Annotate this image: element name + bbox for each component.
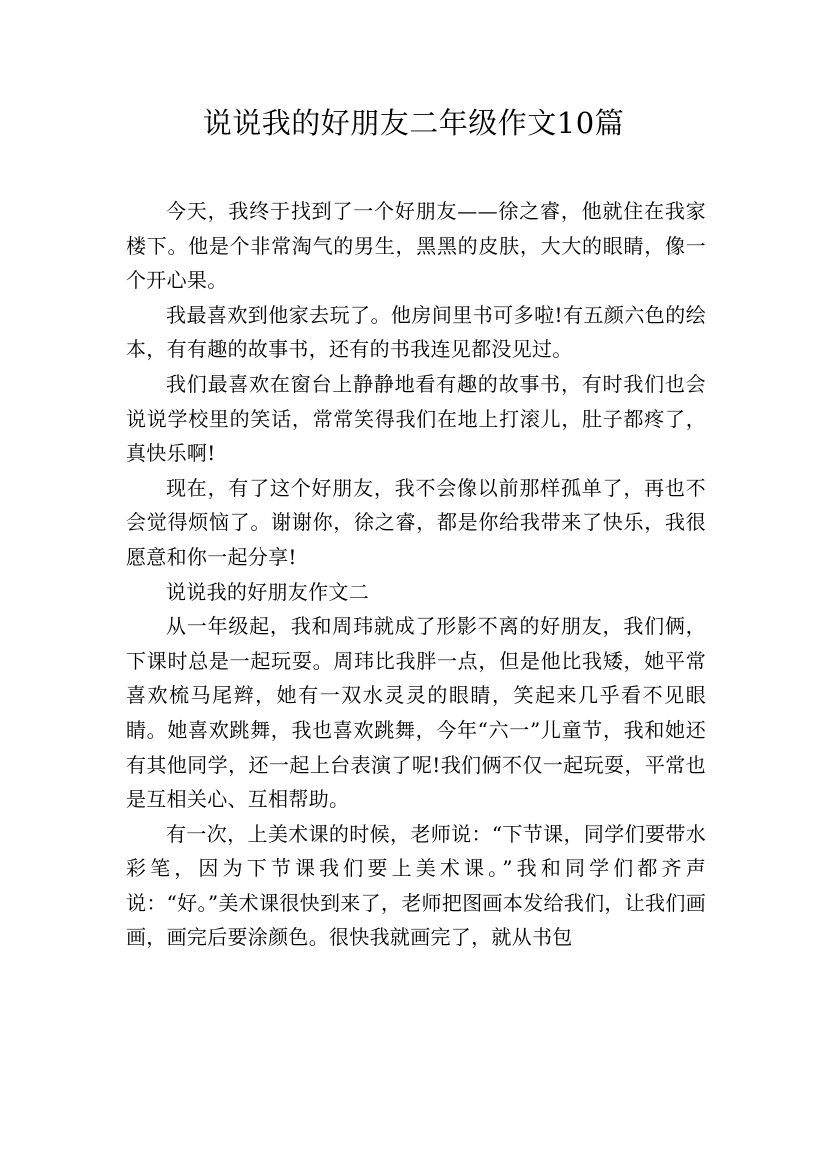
paragraph-4: 现在，有了这个好朋友，我不会像以前那样孤单了，再也不会觉得烦恼了。谢谢你，徐之睿，都是你给我带来了快乐，我很愿意和你一起分享! (126, 475, 706, 569)
article-body (126, 194, 706, 955)
paragraph-3: 我们最喜欢在窗台上静静地看有趣的故事书，有时我们也会说说学校里的笑话，常常笑得我们在地上打滚儿，肚子都疼了，真快乐啊! (126, 371, 706, 466)
paragraph-1: 今天，我终于找到了一个好朋友——徐之睿，他就住在我家楼下。他是个非常淘气的男生，黑黑的皮肤，大大的眼睛，像一个开心果。 (126, 199, 706, 293)
paragraph-5: 从一年级起，我和周玮就成了形影不离的好朋友，我们俩，下课时总是一起玩耍。周玮比我胖一点，但是他比我矮，她平常喜欢梳马尾辫，她有一双水灵灵的眼睛，笑起来几乎看不见眼睛。她喜欢跳舞，我也喜欢跳舞，今年“六一”儿童节，我和她还有其他同学，还一起上台表演了呢!我们俩不仅一起玩耍，平常也是互相关心、互相帮助。 (126, 614, 706, 812)
section-heading: 说说我的好朋友作文二 (166, 579, 369, 604)
paragraph-2: 我最喜欢到他家去玩了。他房间里书可多啦!有五颜六色的绘本，有有趣的故事书，还有的书我连见都没见过。 (126, 302, 706, 362)
paragraph-6: 有一次，上美术课的时候，老师说：“下节课，同学们要带水彩笔，因为下节课我们要上美术课。”我和同学们都齐声说：“好。”美术课很快到来了，老师把图画本发给我们，让我们画画，画完后要涂颜色。很快我就画完了，就从书包 (126, 821, 706, 950)
page-title: 说说我的好朋友二年级作文10篇 (202, 106, 625, 140)
